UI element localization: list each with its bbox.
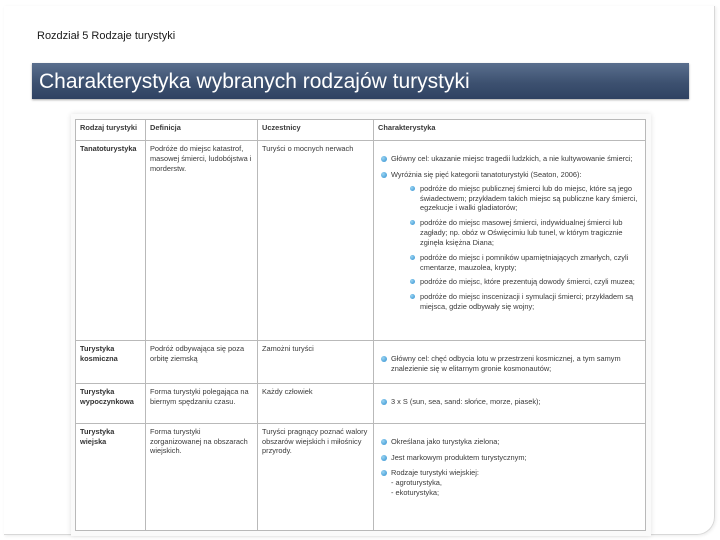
list-item: [378, 170, 641, 312]
sub-list-item: podróże do miejsc i pomników upamiętniających zmarłych, czyli cmentarze, mauzolea, krypty;: [407, 253, 641, 273]
list-item: [378, 468, 641, 498]
row-name: Turystyka wiejska: [76, 423, 146, 530]
list-item: 3 x S (sun, sea, sand: słońce, morze, piasek);: [378, 397, 641, 407]
row-name: Tanatoturystyka: [76, 141, 146, 341]
row-participants: Turyści pragnący poznać walory obszarów wiejskich i miłośnicy przyrody.: [258, 423, 374, 530]
row-definition: Forma turystyki zorganizowanej na obszarach wiejskich.: [146, 423, 258, 530]
row-characteristics: [374, 383, 646, 423]
rural-kind: - ekoturystyka;: [391, 488, 440, 498]
sub-list-item: podróże do miejsc, które prezentują dowody śmierci, czyli muzea;: [407, 277, 641, 287]
sub-list-item: podróże do miejsc inscenizacji i symulacji śmierci; przykładem są miejsca, gdzie odbywały się wojny;: [407, 292, 641, 312]
list-item: Główny cel: ukazanie miejsc tragedii ludzkich, a nie kultywowanie śmierci;: [378, 154, 641, 164]
row-characteristics: [374, 141, 646, 341]
table-row: [76, 383, 646, 423]
row-participants: Turyści o mocnych nerwach: [258, 141, 374, 341]
list-item: Główny cel: chęć odbycia lotu w przestrzeni kosmicznej, a tym samym znalezienie się w elitarnym gronie kosmonautów;: [378, 354, 641, 374]
row-definition: Forma turystyki polegająca na biernym spędzaniu czasu.: [146, 383, 258, 423]
row-participants: Zamożni turyści: [258, 341, 374, 384]
row-name: Turystyka kosmiczna: [76, 341, 146, 384]
list-item: Jest markowym produktem turystycznym;: [378, 453, 641, 463]
sub-list-item: podróże do miejsc masowej śmierci, indywidualnej śmierci lub zagłady; np. obóz w Oświęcimiu lub tunel, w którym tragicznie zginęła księżna Diana;: [407, 218, 641, 248]
table-header-row: [76, 120, 646, 141]
column-header-definition: Definicja: [146, 120, 258, 141]
table-row: [76, 341, 646, 384]
row-characteristics: [374, 423, 646, 530]
row-name: Turystyka wypoczynkowa: [76, 383, 146, 423]
list-item: Określana jako turystyka zielona;: [378, 437, 641, 447]
tourism-types-table: [75, 119, 646, 531]
row-definition: Podróż odbywająca się poza orbitę ziemską: [146, 341, 258, 384]
slide-title: Charakterystyka wybranych rodzajów turystyki: [32, 63, 689, 99]
table-row: [76, 423, 646, 530]
table-row: [76, 141, 646, 341]
rural-kind: - agroturystyka,: [391, 478, 442, 488]
chapter-label: Rozdział 5 Rodzaje turystyki: [37, 30, 176, 42]
row-characteristics: [374, 341, 646, 384]
column-header-type: Rodzaj turystyki: [76, 120, 146, 141]
column-header-characteristics: Charakterystyka: [374, 120, 646, 141]
list-item-text: Wyróżnia się pięć kategorii tanatoturystyki (Seaton, 2006):: [391, 169, 582, 179]
sub-list-item: podróże do miejsc publicznej śmierci lub do miejsc, które są jego świadectwem; przykładem takich miejsc są publiczne kary śmierci, egzekucje i walki gladiatorów;: [407, 184, 641, 214]
row-participants: Każdy człowiek: [258, 383, 374, 423]
column-header-participants: Uczestnicy: [258, 120, 374, 141]
list-item-text: Rodzaje turystyki wiejskiej:: [391, 468, 479, 478]
row-definition: Podróże do miejsc katastrof, masowej śmierci, ludobójstwa i morderstw.: [146, 141, 258, 341]
